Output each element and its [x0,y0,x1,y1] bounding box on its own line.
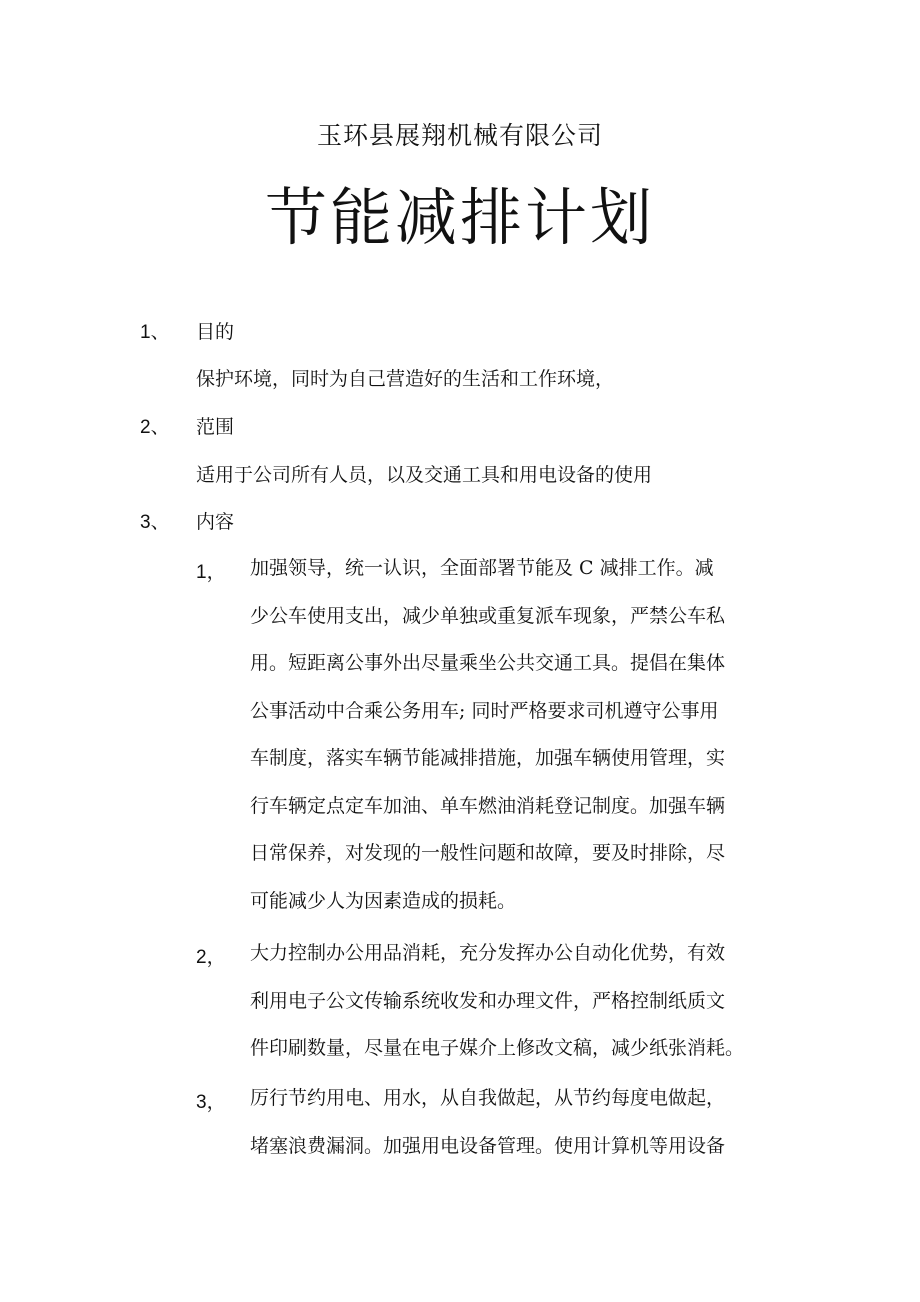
paragraph-line: 可能减少人为因素造成的损耗。 [250,889,517,912]
item-number: 1， [196,562,226,583]
company-name: 玉环县展翔机械有限公司 [316,121,603,150]
section-title: 内容 [196,511,235,533]
paragraph-line: 加强领导，统一认识，全面部署节能及 C 减排工作。减 [250,557,714,579]
section-body: 适用于公司所有人员，以及交通工具和用电设备的使用 [196,464,653,486]
paragraph-line: 堵塞浪费漏洞。加强用电设备管理。使用计算机等用设备 [250,1134,726,1157]
section-title: 目的 [196,321,235,343]
section-number: 1、 [140,322,170,343]
item-paragraph [250,930,792,1073]
document-title: 节能减排计划 [264,181,655,254]
section-title: 范围 [196,416,235,438]
section-number: 2、 [140,417,170,438]
paragraph-line: 行车辆定点定车加油、单车燃油消耗登记制度。加强车辆 [250,794,726,817]
paragraph-line: 用。短距离公事外出尽量乘坐公共交通工具。提倡在集体 [250,652,726,674]
paragraph-line: 件印刷数量，尽量在电子媒介上修改文稿，减少纸张消耗。 [250,1037,745,1059]
paragraph-line: 大力控制办公用品消耗，充分发挥办公自动化优势，有效 [250,942,726,964]
paragraph-line: 车制度，落实车辆节能减排措施，加强车辆使用管理，实 [250,747,726,769]
paragraph-line: 利用电子公文传输系统收发和办理文件，严格控制纸质文 [250,989,726,1012]
item-number: 3， [196,1092,226,1113]
paragraph-line: 少公车使用支出，减少单独或重复派车现象，严禁公车私 [250,604,726,627]
paragraph-line: 日常保养，对发现的一般性问题和故障，要及时排除，尽 [250,842,726,864]
section-body: 保护环境，同时为自己营造好的生活和工作环境， [196,368,615,390]
item-number: 2， [196,947,226,968]
item-paragraph [250,1075,792,1170]
paragraph-line: 厉行节约用电、用水，从自我做起，从节约每度电做起， [250,1087,726,1109]
paragraph-line: 公事活动中合乘公务用车; 同时严格要求司机遵守公事用 [250,699,719,722]
section-number: 3、 [140,512,170,533]
item-paragraph [250,545,792,925]
